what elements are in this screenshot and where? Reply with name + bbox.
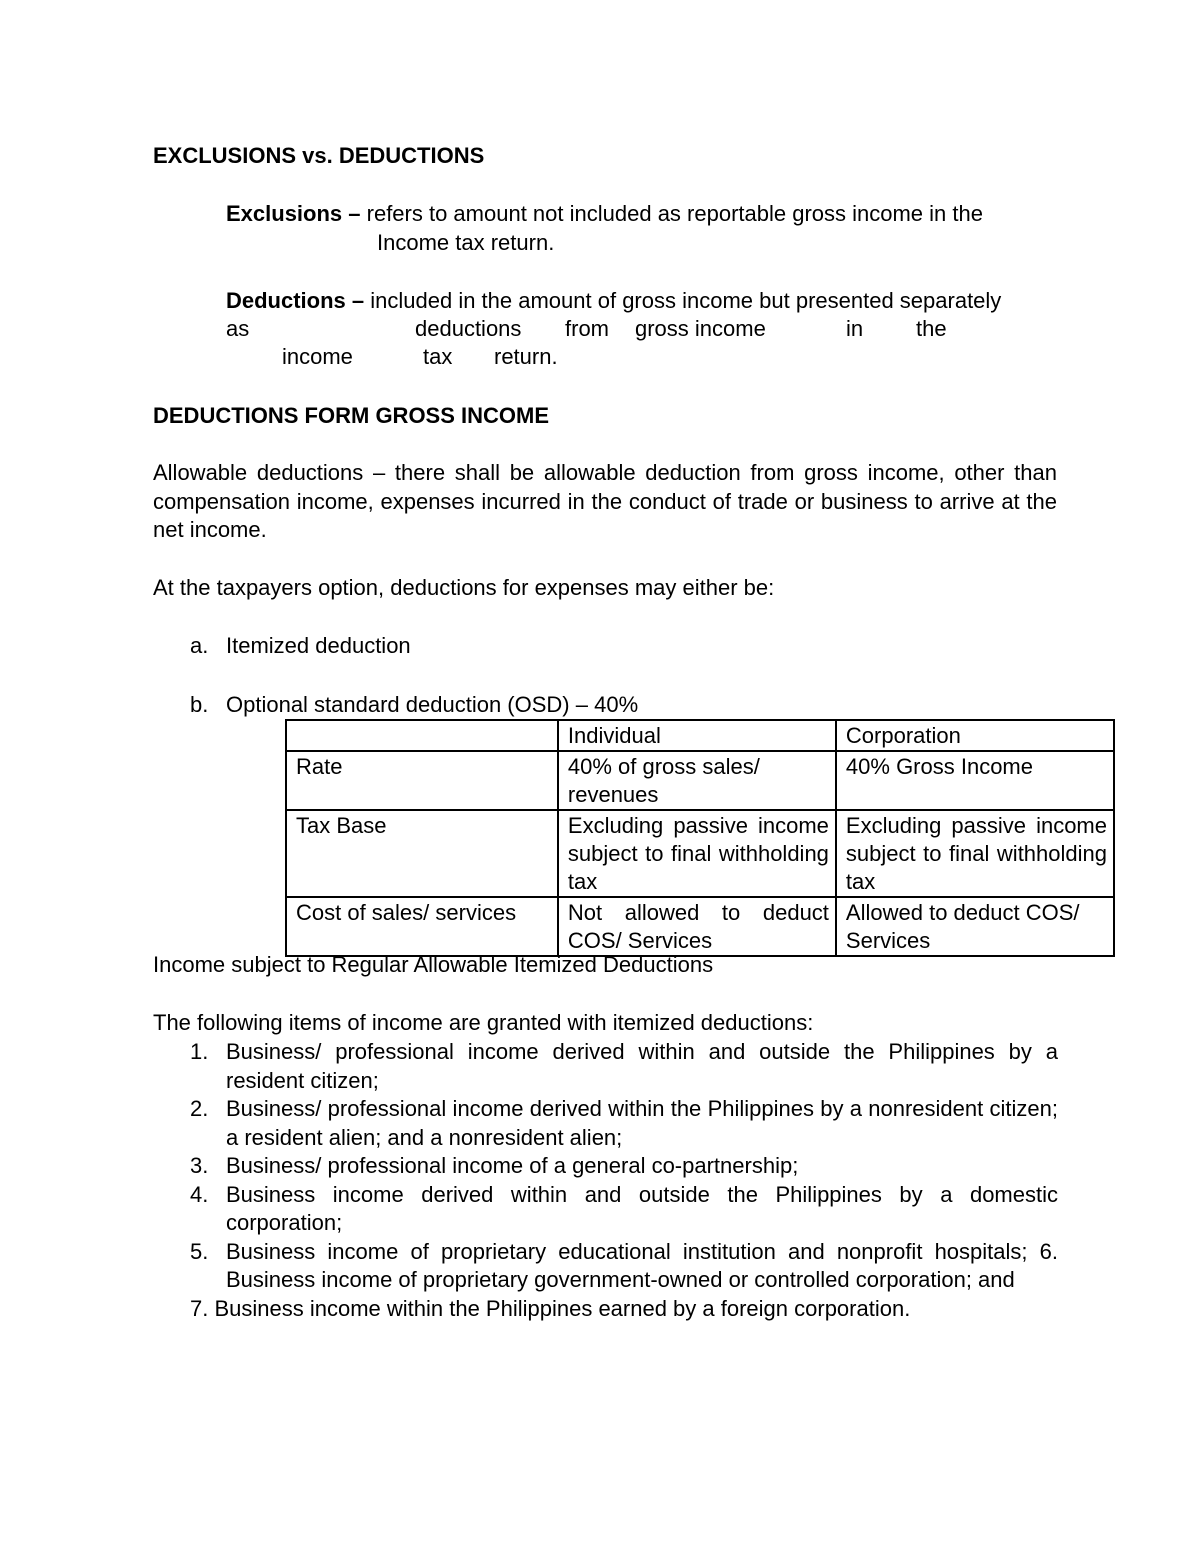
- word: as: [226, 316, 250, 341]
- list-item: [190, 1152, 1058, 1181]
- regular-deductions-heading: Income subject to Regular Allowable Itemized Deductions: [153, 952, 714, 977]
- list-item-number: 4.: [190, 1181, 209, 1207]
- exclusions-definition-line1: [226, 200, 983, 228]
- table-cell-label: Cost of sales/ services: [286, 897, 558, 956]
- list-item: [190, 1038, 1058, 1095]
- word: from: [565, 316, 609, 341]
- list-item-text: Business/ professional income of a general co-partnership;: [226, 1153, 799, 1178]
- word: income: [282, 344, 353, 369]
- list-item-text: Business/ professional income derived within and outside the Philippines by a resident citizen;: [226, 1039, 1058, 1093]
- option-item-b: [190, 691, 638, 719]
- list-item: [190, 1181, 1058, 1238]
- deductions-text: included in the amount of gross income but presented separately: [364, 288, 1002, 313]
- table-cell-corporation: Allowed to deduct COS/ Services: [836, 897, 1114, 956]
- list-item: [190, 1095, 1058, 1152]
- list-item: [190, 1238, 1058, 1295]
- table-cell-corporation: Excluding passive income subject to final withholding tax: [836, 810, 1114, 897]
- deductions-term: Deductions –: [226, 288, 365, 313]
- option-item-a: [190, 632, 411, 660]
- table-header-cell: Individual: [558, 720, 836, 751]
- option-marker: b.: [190, 692, 209, 717]
- list-item-number: 5.: [190, 1238, 209, 1264]
- table-cell-individual: Not allowed to deduct COS/ Services: [558, 897, 836, 956]
- section-heading: DEDUCTIONS FORM GROSS INCOME: [153, 403, 550, 428]
- itemized-income-list: [190, 1038, 1058, 1323]
- list-item-text: Business income derived within and outside the Philippines by a domestic corporation;: [226, 1181, 1058, 1235]
- table-header-row: [286, 720, 1114, 751]
- osd-comparison-table: [285, 719, 1115, 957]
- word: gross income: [635, 316, 766, 341]
- option-text: Optional standard deduction (OSD) – 40%: [226, 692, 639, 717]
- table-row: [286, 751, 1114, 810]
- allowable-deductions-paragraph: Allowable deductions – there shall be allowable deduction from gross income, other than compensation income, expenses incurred in the conduct of trade or business to arrive at the net income.: [153, 460, 1057, 542]
- list-item-number: 2.: [190, 1096, 209, 1121]
- exclusions-term: Exclusions –: [226, 201, 361, 226]
- word: in: [846, 316, 864, 341]
- exclusions-text: refers to amount not included as reportable gross income in the: [360, 201, 983, 226]
- table-header-cell: Corporation: [836, 720, 1114, 751]
- table-cell-label: Tax Base: [286, 810, 558, 897]
- table-cell-individual: 40% of gross sales/ revenues: [558, 751, 836, 810]
- option-intro: At the taxpayers option, deductions for expenses may either be:: [153, 575, 775, 600]
- list-item-number: 1.: [190, 1039, 209, 1064]
- table-cell-individual: Excluding passive income subject to final withholding tax: [558, 810, 836, 897]
- list-item-number: 3.: [190, 1153, 209, 1178]
- exclusions-definition-line2: Income tax return.: [377, 230, 555, 255]
- word: the: [916, 316, 947, 341]
- table-cell-corporation: 40% Gross Income: [836, 751, 1114, 810]
- list-item-text: Business/ professional income derived within the Philippines by a nonresident citizen; a resident alien; and a nonresident alien;: [226, 1096, 1058, 1150]
- option-text: Itemized deduction: [226, 633, 411, 658]
- list-item-last: 7. Business income within the Philippines earned by a foreign corporation.: [190, 1295, 911, 1321]
- items-intro: The following items of income are granted with itemized deductions:: [153, 1010, 814, 1035]
- list-item-text: Business income of proprietary educational institution and nonprofit hospitals; 6. Business income of proprietary government-owned or controlled corporation; and: [226, 1238, 1058, 1292]
- deductions-definition-line1: [226, 287, 1001, 315]
- word: tax: [423, 344, 453, 369]
- table-row: [286, 810, 1114, 897]
- table-cell-label: Rate: [286, 751, 558, 810]
- word: return.: [494, 344, 558, 369]
- option-marker: a.: [190, 633, 209, 658]
- table-row: [286, 897, 1114, 956]
- page-title: EXCLUSIONS vs. DEDUCTIONS: [153, 143, 485, 168]
- word: deductions: [415, 316, 522, 341]
- table-header-cell: [286, 720, 558, 751]
